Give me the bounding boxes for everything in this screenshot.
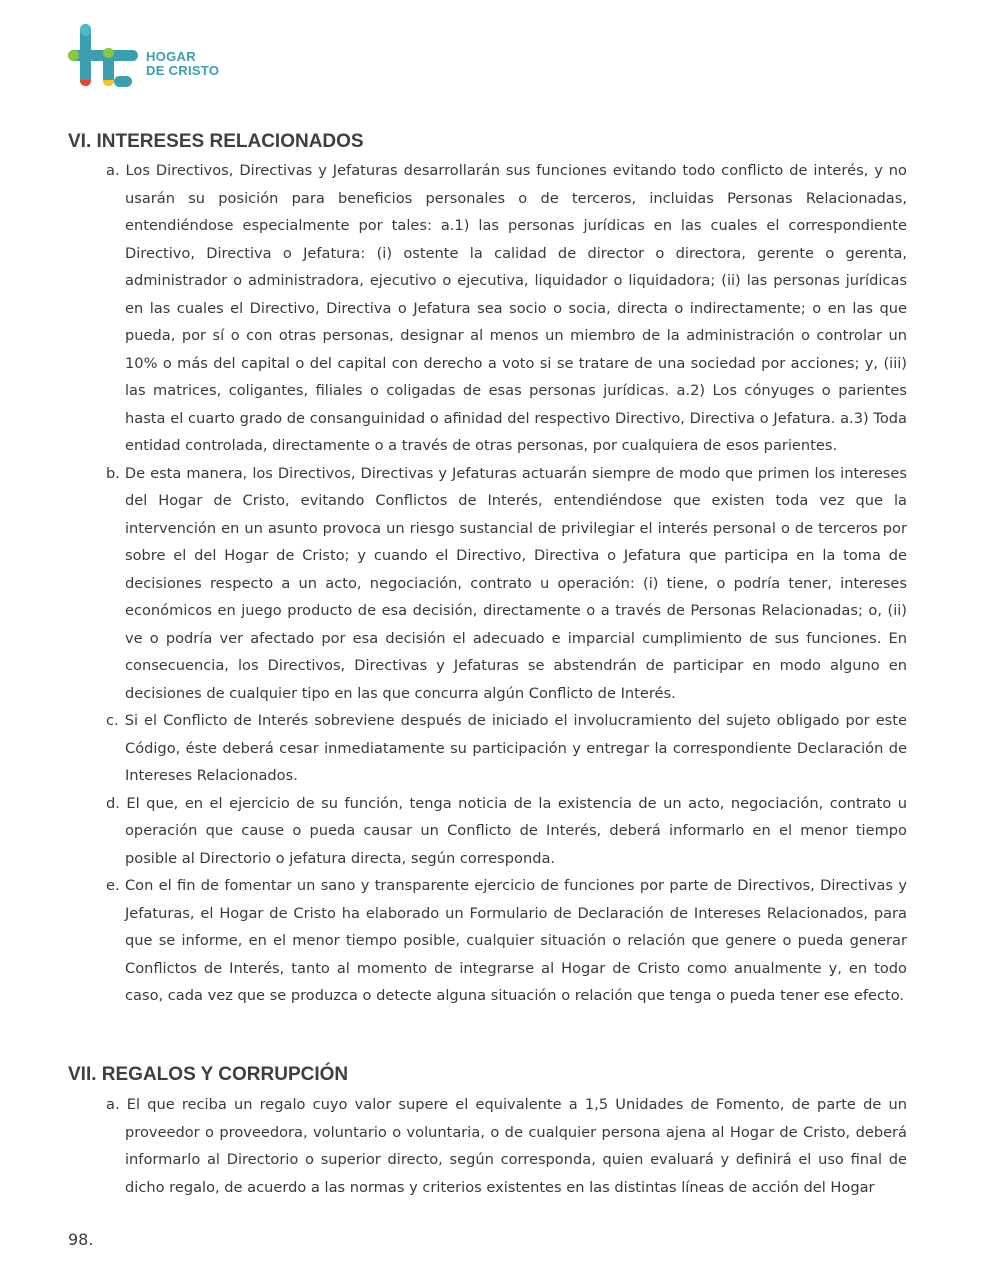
logo-cross-icon [68, 22, 140, 92]
section-6-list [104, 157, 907, 1010]
logo-line-2: DE CRISTO [146, 63, 220, 78]
list-item: e. Con el fin de fomentar un sano y transparente ejercicio de funciones por parte de Directivos, Directivas y Jefaturas, el Hogar de Cristo ha elaborado un Formulario de Declaración de Intereses Relacionados, para que se informe, en el menor tiempo posible, cualquier situación o relación que genere o pueda generar Conflictos de Interés, tanto al momento de integrarse al Hogar de Cristo como anualmente y, en todo caso, cada vez que se produzca o detecte alguna situación o relación que tenga o pueda tener ese efecto. [106, 877, 907, 1004]
section-7-list [104, 1091, 907, 1201]
section-title-intereses: VI. INTERESES RELACIONADOS [68, 131, 364, 152]
logo-line-1: HOGAR [146, 49, 196, 64]
logo-text [146, 50, 219, 78]
list-item: d. El que, en el ejercicio de su función, tenga noticia de la existencia de un acto, negociación, contrato u operación que cause o pueda causar un Conflicto de Interés, deberá informarlo en el menor tiempo posible al Directorio o jefatura directa, según corresponda. [106, 794, 907, 867]
list-item: c. Si el Conflicto de Interés sobreviene después de iniciado el involucramiento del sujeto obligado por este Código, éste deberá cesar inmediatamente su participación y entregar la correspondiente Declaración de Intereses Relacionados. [106, 712, 907, 784]
section-title-regalos: VII. REGALOS Y CORRUPCIÓN [68, 1064, 349, 1085]
list-item: a. El que reciba un regalo cuyo valor supere el equivalente a 1,5 Unidades de Fomento, de parte de un proveedor o proveedora, voluntario o voluntaria, o de cualquier persona ajena al Hogar de Cristo, deberá informarlo al Directorio o superior directo, según corresponda, quien evaluará y definirá el uso final de dicho regalo, de acuerdo a las normas y criterios existentes en las distintas líneas de acción del Hogar [106, 1096, 907, 1196]
list-item: b. De esta manera, los Directivos, Directivas y Jefaturas actuarán siempre de modo que primen los intereses del Hogar de Cristo, evitando Conflictos de Interés, entendiéndose que existen toda vez que la intervención en un asunto provoca un riesgo sustancial de privilegiar el interés personal o de terceros por sobre el del Hogar de Cristo; y cuando el Directivo, Directiva o Jefatura que participa en la toma de decisiones respecto a un acto, negociación, contrato u operación: (i) tiene, o podría tener, intereses económicos en juego producto de esa decisión, directamente o a través de Personas Relacionadas; o, (ii) ve o podría ver afectado por esa decisión el adecuado e imparcial cumplimiento de sus funciones. En consecuencia, los Directivos, Directivas y Jefaturas se abstendrán de participar en modo alguno en decisiones de cualquier tipo en las que concurra algún Conflicto de Interés. [106, 464, 907, 702]
page-number: 98. [68, 1230, 94, 1249]
list-item: a. Los Directivos, Directivas y Jefaturas desarrollarán sus funciones evitando todo conflicto de interés, y no usarán su posición para beneficios personales o de terceros, incluidas Personas Relacionadas, entendiéndose especialmente por tales: a.1) las personas jurídicas en las cuales el correspondiente Directivo, Directiva o Jefatura: (i) ostente la calidad de director o directora, gerente o gerenta, administrador o administradora, ejecutivo o ejecutiva, liquidador o liquidadora; (ii) las personas jurídicas en las cuales el Directivo, Directiva o Jefatura sea socio o socia, directa o indirectamente; o en las que pueda, por sí o con otras personas, designar al menos un miembro de la administración o controlar un 10% o más del capital o del capital con derecho a voto si se tratare de una sociedad por acciones; y, (iii) las matrices, coligantes, filiales o coligadas de esas personas jurídicas. a.2) Los cónyuges o parientes hasta el cuarto grado de consanguinidad o afinidad del respectivo Directivo, Directiva o Jefatura. a.3) Toda entidad controlada, directamente o a través de otras personas, por cualquiera de esos parientes. [106, 162, 907, 454]
